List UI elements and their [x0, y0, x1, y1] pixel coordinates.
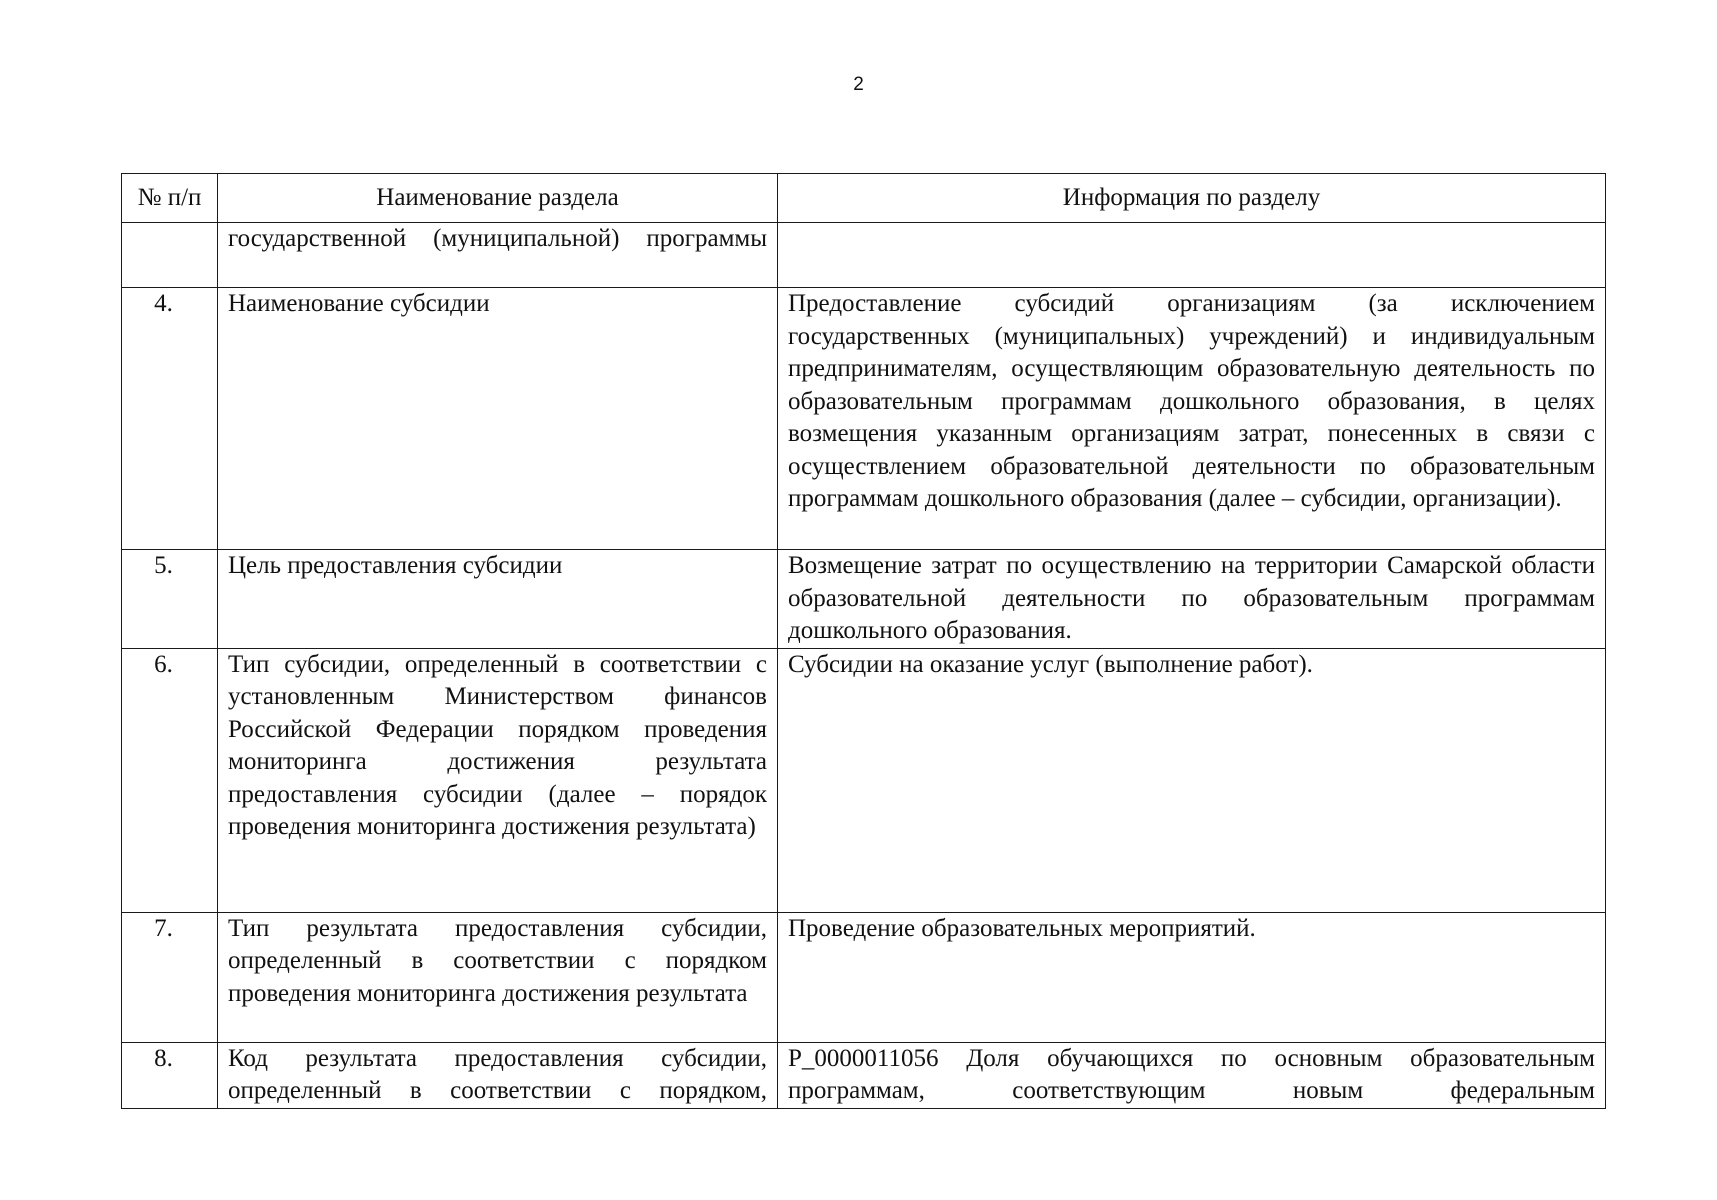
table-row [122, 1042, 1606, 1108]
row-number: 5. [122, 550, 218, 649]
row-section-name: государственной (муниципальной) программы [218, 223, 778, 288]
row-section-name: Цель предоставления субсидии [218, 550, 778, 649]
row-number: 7. [122, 912, 218, 1042]
table-row [122, 912, 1606, 1042]
row-section-info [778, 223, 1606, 288]
row-section-info: Проведение образовательных мероприятий. [778, 912, 1606, 1042]
section-info-table [121, 173, 1606, 1109]
row-section-info: Предоставление субсидий организациям (за исключением государственных (муниципальных) учреждений) и индивидуальным предпринимателям, осуществляющим образовательную деятельность по образовательным программам дошкольного образования, в целях возмещения указанным организациям затрат, понесенных в связи с осуществлением образовательной деятельности по образовательным программам дошкольного образования (далее – субсидии, организации). [778, 288, 1606, 550]
row-section-info: Субсидии на оказание услуг (выполнение работ). [778, 648, 1606, 912]
row-section-name: Тип результата предоставления субсидии, определенный в соответствии с порядком проведения мониторинга достижения результата [218, 912, 778, 1042]
row-number: 4. [122, 288, 218, 550]
page-number: 2 [853, 74, 864, 95]
row-section-info: P_0000011056 Доля обучающихся по основным образовательным программам, соответствующим новым федеральным [778, 1042, 1606, 1108]
table-row [122, 288, 1606, 550]
header-section-name: Наименование раздела [218, 174, 778, 223]
row-section-name: Тип субсидии, определенный в соответствии с установленным Министерством финансов Российской Федерации порядком проведения мониторинга достижения результата предоставления субсидии (далее – порядок проведения мониторинга достижения результата) [218, 648, 778, 912]
table-row [122, 550, 1606, 649]
row-section-name: Наименование субсидии [218, 288, 778, 550]
header-num: № п/п [122, 174, 218, 223]
table-header-row [122, 174, 1606, 223]
row-number [122, 223, 218, 288]
table-row [122, 648, 1606, 912]
row-section-info: Возмещение затрат по осуществлению на территории Самарской области образовательной деятельности по образовательным программам дошкольного образования. [778, 550, 1606, 649]
row-section-name: Код результата предоставления субсидии, определенный в соответствии с порядком, [218, 1042, 778, 1108]
row-number: 8. [122, 1042, 218, 1108]
row-number: 6. [122, 648, 218, 912]
table-row [122, 223, 1606, 288]
header-section-info: Информация по разделу [778, 174, 1606, 223]
